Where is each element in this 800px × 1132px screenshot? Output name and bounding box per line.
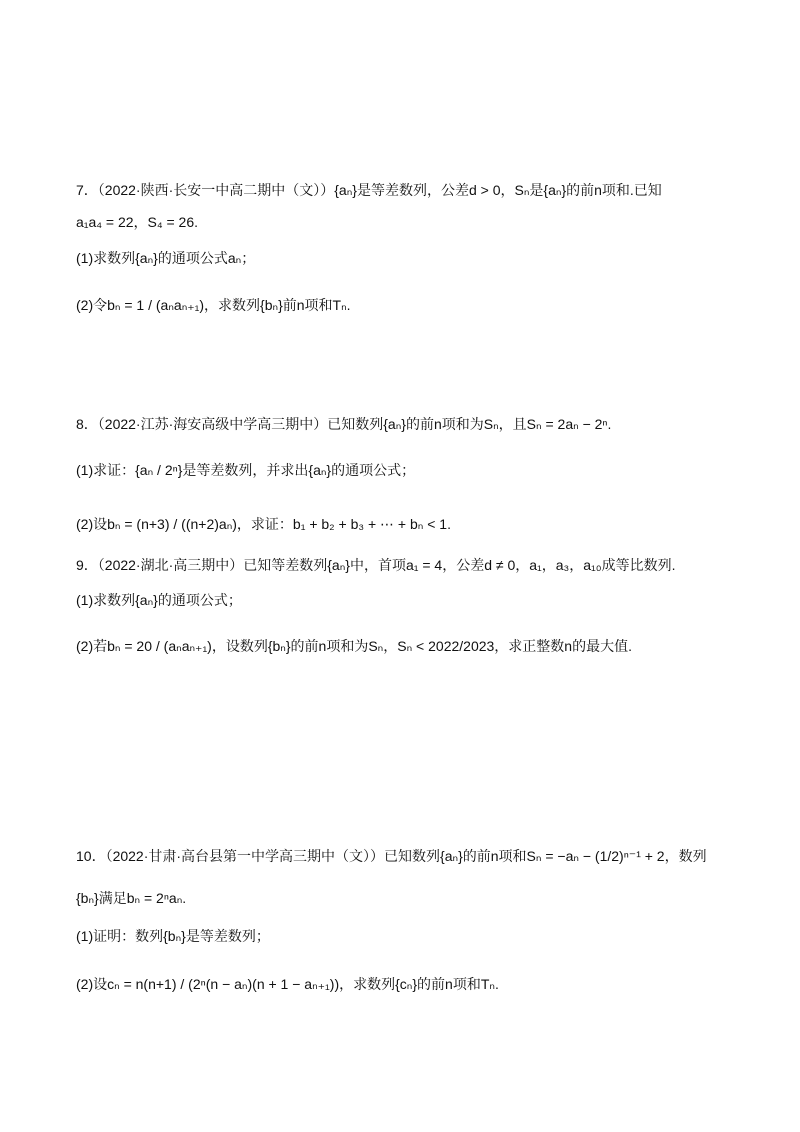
problem-7-part-2: (2)令bₙ = 1 / (aₙaₙ₊₁)，求数列{bₙ}前n项和Tₙ. <box>76 297 351 313</box>
problem-9-part-1: (1)求数列{aₙ}的通项公式； <box>76 592 242 608</box>
problem-10-part-1: (1)证明：数列{bₙ}是等差数列； <box>76 928 270 944</box>
problem-8-part-1: (1)求证：{aₙ / 2ⁿ}是等差数列，并求出{aₙ}的通项公式； <box>76 462 416 478</box>
problem-10-part-2: (2)设cₙ = n(n+1) / (2ⁿ(n − aₙ)(n + 1 − aₙ₊₁))，求数列{cₙ}的前n项和Tₙ. <box>76 976 499 992</box>
problem-7-stem-cont: a₁a₄ = 22，S₄ = 26. <box>76 214 199 230</box>
problem-9-stem: 9．（2022·湖北·高三期中）已知等差数列{aₙ}中，首项a₁ = 4，公差d ≠ 0，a₁，a₃，a₁₀成等比数列. <box>76 557 676 573</box>
problem-8-stem: 8．（2022·江苏·海安高级中学高三期中）已知数列{aₙ}的前n项和为Sₙ，且Sₙ = 2aₙ − 2ⁿ. <box>76 416 612 432</box>
problem-7-part-1: (1)求数列{aₙ}的通项公式aₙ； <box>76 250 256 266</box>
problem-9-part-2: (2)若bₙ = 20 / (aₙaₙ₊₁)，设数列{bₙ}的前n项和为Sₙ，Sₙ < 2022/2023，求正整数n的最大值. <box>76 638 632 654</box>
problem-10-stem-cont: {bₙ}满足bₙ = 2ⁿaₙ. <box>76 890 187 906</box>
problem-10-stem: 10．（2022·甘肃·高台县第一中学高三期中（文））已知数列{aₙ}的前n项和Sₙ = −aₙ − (1/2)ⁿ⁻¹ + 2，数列 <box>76 848 707 864</box>
problem-7-stem: 7．（2022·陕西·长安一中高二期中（文））{aₙ}是等差数列，公差d > 0，Sₙ是{aₙ}的前n项和.已知 <box>76 182 662 198</box>
problem-8-part-2: (2)设bₙ = (n+3) / ((n+2)aₙ)，求证：b₁ + b₂ + b₃ + ⋯ + bₙ < 1. <box>76 516 451 532</box>
